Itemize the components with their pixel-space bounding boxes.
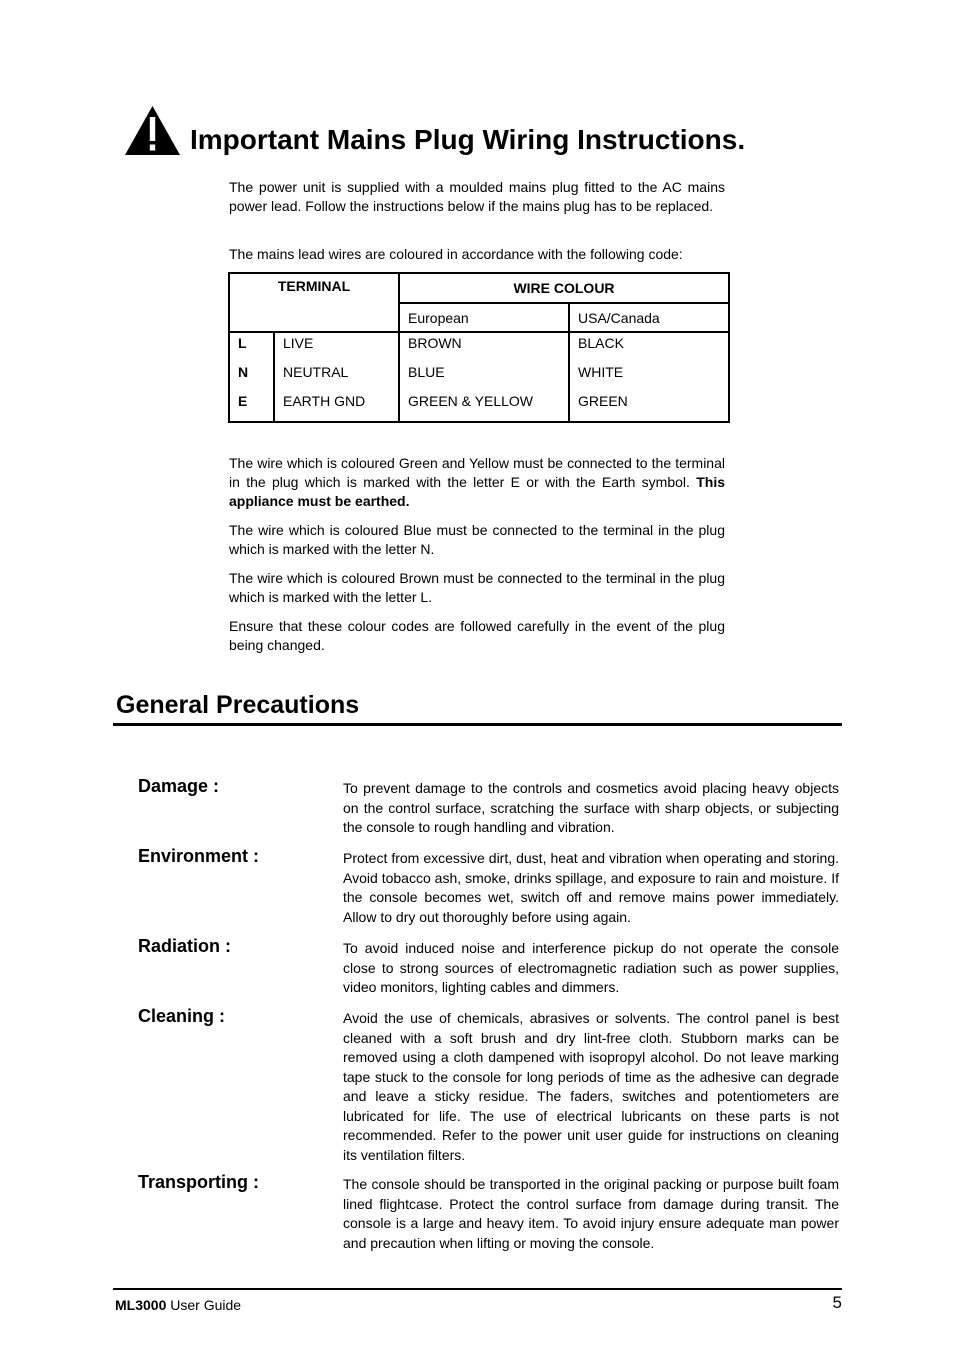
earth-wire-text: The wire which is coloured Green and Yellow must be connected to the terminal in the plug which is marked with the letter E or with the Earth symbol. [229,455,725,490]
intro-paragraph-1: The power unit is supplied with a moulded mains plug fitted to the AC mains power lead. Follow the instructions below if the mains plug has to be replaced. [229,179,725,214]
usa-colour: GREEN [578,393,628,409]
precaution-text-environment: Protect from excessive dirt, dust, heat and vibration when operating and storing. Avoid tobacco ash, smoke, drinks spillage, and exposure to rain and moisture. If the console becomes wet, switch off and remove mains power immediately. Allow to dry out thoroughly before using again. [343,850,839,925]
terminal-letter: L [238,335,247,351]
precaution-text-cleaning: Avoid the use of chemicals, abrasives or solvents. The control panel is best cleaned with a soft brush and dry lint-free cloth. Stubborn marks can be removed using a cloth dampened with isopropyl alcohol. Do not leave marking tape stuck to the console for long periods of time as the adhesive can degrade and leave a sticky residue. The faders, switches and potentiometers are lubricated for life. The use of electrical lubricants on these parts is not recommended. Refer to the power unit user guide for instructions on cleaning its ventilation filters. [343,1010,839,1163]
european-colour: BROWN [408,335,462,351]
precaution-text-damage: To prevent damage to the controls and cosmetics avoid placing heavy objects on the control surface, scratching the surface with sharp objects, or subjecting the console to rough handling and vibration. [343,780,839,835]
wiring-table [228,272,730,423]
live-wire-note: The wire which is coloured Brown must be connected to the terminal in the plug which is marked with the letter L. [229,570,725,605]
precaution-label-damage: Damage : [138,776,220,796]
usa-colour: BLACK [578,335,624,351]
section-title: General Precautions [116,691,360,719]
footer-product: ML3000 [115,1297,167,1313]
terminal-name-column [274,332,399,422]
colour-code-note: Ensure that these colour codes are followed carefully in the event of the plug being changed. [229,618,725,653]
european-colour: BLUE [408,364,445,380]
precaution-label-cleaning: Cleaning : [138,1006,226,1026]
terminal-letter: E [238,393,248,409]
terminal-name: NEUTRAL [283,364,349,380]
warning-triangle-icon [124,105,181,156]
intro-paragraph-2: The mains lead wires are coloured in accordance with the following code: [229,246,683,262]
terminal-header: TERMINAL [229,273,399,332]
footer-divider [113,1288,842,1290]
wire-colour-header: WIRE COLOUR [399,273,729,303]
page-number: 5 [832,1293,842,1312]
footer-guide: User Guide [166,1297,242,1313]
neutral-wire-note: The wire which is coloured Blue must be connected to the terminal in the plug which is marked with the letter N. [229,522,725,557]
footer-guide-title [115,1297,241,1313]
precaution-label-radiation: Radiation : [138,936,231,956]
terminal-name: LIVE [283,335,314,351]
terminal-name: EARTH GND [283,393,366,409]
earth-wire-note [229,454,725,511]
european-header: European [399,303,569,332]
precaution-text-transporting: The console should be transported in the original packing or purpose built foam lined flightcase. Protect the control surface from damage during transit. The console is a large and heavy item. To avoid injury ensure adequate man power and precaution when lifting or moving the console. [343,1176,839,1251]
page-title: Important Mains Plug Wiring Instructions. [190,124,746,155]
section-divider [113,723,842,726]
precaution-label-transporting: Transporting : [138,1172,259,1192]
usa-colour-column [569,332,729,422]
european-colour: GREEN & YELLOW [408,393,534,409]
earthed-warning: This appliance must be earthed. [229,474,726,509]
terminal-letter-column [229,332,274,422]
european-colour-column [399,332,569,422]
precaution-text-radiation: To avoid induced noise and interference pickup do not operate the console close to strong sources of electromagnetic radiation such as power supplies, video monitors, lighting cables and dimmers. [343,940,839,995]
terminal-letter: N [238,364,249,380]
usa-canada-header: USA/Canada [569,303,729,332]
precaution-label-environment: Environment : [138,846,260,866]
usa-colour: WHITE [578,364,624,380]
